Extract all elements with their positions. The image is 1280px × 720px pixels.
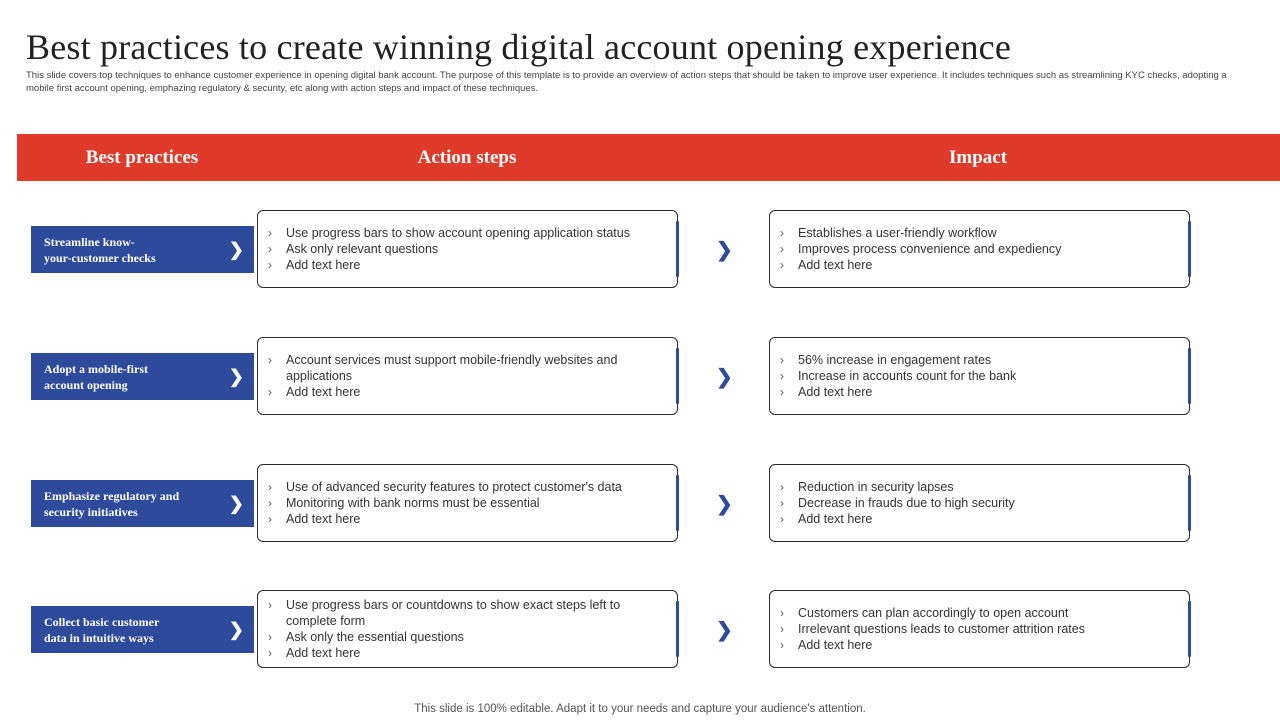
impact-item (778, 479, 1169, 495)
action-step-item (266, 384, 657, 400)
impact-text: Increase in accounts count for the bank (798, 369, 1017, 383)
impact-text: 56% increase in engagement rates (798, 353, 992, 367)
bullet-chevron-icon: › (268, 353, 272, 367)
chevron-right-icon: ❯ (228, 619, 244, 639)
impact-item (778, 352, 1169, 368)
impact-item (778, 495, 1169, 511)
practice-label-box (31, 480, 254, 527)
action-step-text: Use of advanced security features to protect customer's data (286, 480, 622, 494)
practice-label: Adopt a mobile-first account opening (44, 361, 148, 392)
bullet-chevron-icon: › (780, 480, 784, 494)
bullet-chevron-icon: › (780, 638, 784, 652)
practice-label-box (31, 353, 254, 400)
bullet-chevron-icon: › (780, 353, 784, 367)
chevron-right-icon: ❯ (228, 366, 244, 386)
action-step-text: Ask only relevant questions (286, 242, 439, 256)
impact-text: Add text here (798, 638, 873, 652)
bullet-chevron-icon: › (268, 226, 272, 240)
impact-text: Improves process convenience and expediency (798, 242, 1062, 256)
action-step-item (266, 495, 657, 511)
chevron-right-icon: ❯ (716, 493, 733, 516)
action-step-item (266, 241, 657, 257)
action-step-text: Monitoring with bank norms must be essential (286, 496, 540, 510)
bullet-chevron-icon: › (268, 480, 272, 494)
impact-text: Establishes a user-friendly workflow (798, 226, 997, 240)
action-step-text: Account services must support mobile-friendly websites and applications (286, 353, 618, 383)
header-best-practices: Best practices (85, 147, 199, 168)
practice-label: Streamline know- your-customer checks (44, 234, 156, 265)
bullet-chevron-icon: › (268, 512, 272, 526)
impact-box (769, 337, 1190, 415)
impact-item (778, 225, 1169, 241)
impact-item (778, 605, 1169, 621)
impact-text: Add text here (798, 385, 873, 399)
action-steps-box (257, 590, 678, 668)
practice-label: Emphasize regulatory and security initiatives (44, 488, 180, 519)
practice-row (0, 464, 1280, 544)
bullet-chevron-icon: › (268, 630, 272, 644)
bullet-chevron-icon: › (268, 496, 272, 510)
practice-row (0, 210, 1280, 290)
header-action-steps: Action steps (417, 147, 517, 168)
page-subtitle: This slide covers top techniques to enhance customer experience in opening digital bank account. The purpose of this template is to provide an overview of action steps that should be taken to improve user experience. It includes techniques such as streamlining KYC checks, adopting a mobile first account opening, emphazing regulatory & security, etc along with action steps and impact of these techniques. (26, 70, 1227, 94)
action-step-item (266, 225, 657, 241)
impact-text: Irrelevant questions leads to customer attrition rates (798, 622, 1085, 636)
impact-text: Customers can plan accordingly to open account (798, 606, 1069, 620)
impact-text: Add text here (798, 512, 873, 526)
impact-text: Decrease in frauds due to high security (798, 496, 1015, 510)
action-step-item (266, 645, 657, 661)
header-impact: Impact (948, 147, 1008, 168)
action-step-item (266, 352, 657, 384)
action-step-text: Use progress bars or countdowns to show exact steps left to complete form (286, 598, 621, 628)
action-step-text: Add text here (286, 258, 361, 272)
impact-item (778, 384, 1169, 400)
bullet-chevron-icon: › (268, 385, 272, 399)
action-step-text: Add text here (286, 385, 361, 399)
bullet-chevron-icon: › (268, 242, 272, 256)
bullet-chevron-icon: › (268, 598, 272, 612)
chevron-right-icon: ❯ (228, 493, 244, 513)
bullet-chevron-icon: › (780, 496, 784, 510)
action-steps-box (257, 337, 678, 415)
bullet-chevron-icon: › (268, 258, 272, 272)
bullet-chevron-icon: › (780, 606, 784, 620)
practice-label-box (31, 226, 254, 273)
page-title: Best practices to create winning digital account opening experience (26, 27, 1012, 67)
practice-label-box (31, 606, 254, 653)
footer-note: This slide is 100% editable. Adapt it to your needs and capture your audience's attention. (414, 703, 866, 715)
action-steps-box (257, 210, 678, 288)
impact-box (769, 210, 1190, 288)
practice-label: Collect basic customer data in intuitive ways (44, 614, 160, 645)
impact-item (778, 368, 1169, 384)
impact-item (778, 621, 1169, 637)
action-step-item (266, 257, 657, 273)
bullet-chevron-icon: › (268, 646, 272, 660)
impact-text: Add text here (798, 258, 873, 272)
bullet-chevron-icon: › (780, 512, 784, 526)
action-step-item (266, 629, 657, 645)
action-step-text: Ask only the essential questions (286, 630, 464, 644)
action-step-text: Use progress bars to show account opening application status (286, 226, 630, 240)
action-step-item (266, 479, 657, 495)
table-header (17, 134, 1280, 181)
action-steps-box (257, 464, 678, 542)
impact-item (778, 241, 1169, 257)
action-step-text: Add text here (286, 646, 361, 660)
impact-text: Reduction in security lapses (798, 480, 954, 494)
practice-row (0, 337, 1280, 417)
practice-row (0, 590, 1280, 670)
impact-item (778, 511, 1169, 527)
impact-item (778, 257, 1169, 273)
chevron-right-icon: ❯ (716, 239, 733, 262)
bullet-chevron-icon: › (780, 258, 784, 272)
bullet-chevron-icon: › (780, 622, 784, 636)
chevron-right-icon: ❯ (716, 366, 733, 389)
action-step-item (266, 511, 657, 527)
action-step-item (266, 597, 657, 629)
chevron-right-icon: ❯ (228, 239, 244, 259)
bullet-chevron-icon: › (780, 226, 784, 240)
bullet-chevron-icon: › (780, 242, 784, 256)
bullet-chevron-icon: › (780, 385, 784, 399)
impact-item (778, 637, 1169, 653)
impact-box (769, 590, 1190, 668)
impact-box (769, 464, 1190, 542)
action-step-text: Add text here (286, 512, 361, 526)
bullet-chevron-icon: › (780, 369, 784, 383)
chevron-right-icon: ❯ (716, 619, 733, 642)
